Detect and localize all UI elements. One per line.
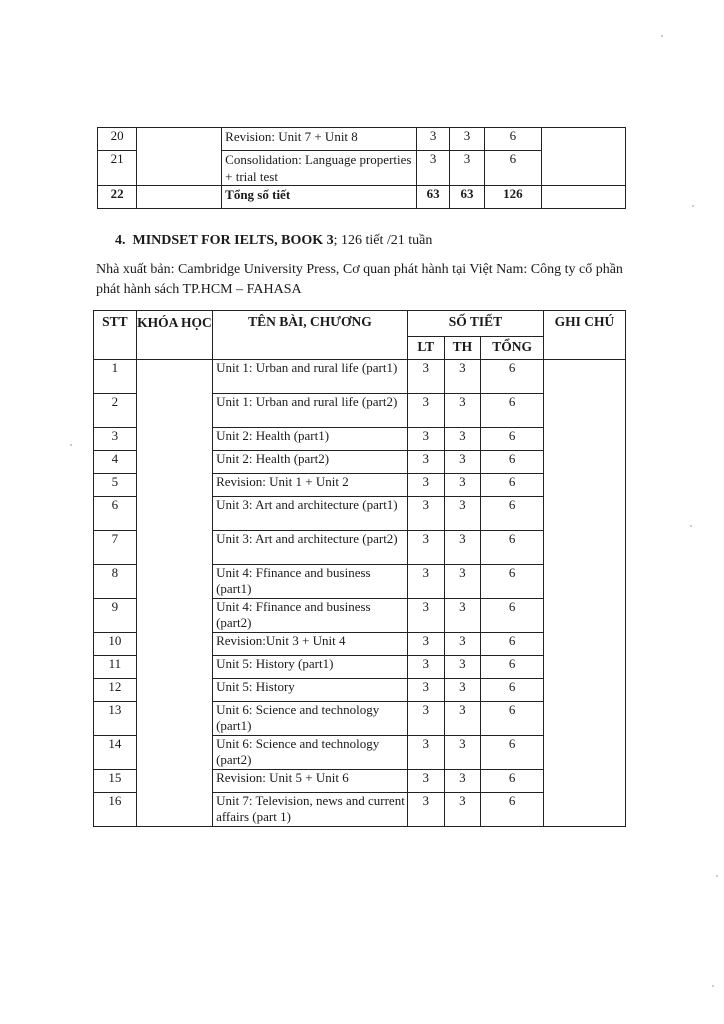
header-lt: LT — [407, 337, 444, 360]
lt-cell: 3 — [407, 360, 444, 394]
total-label-cell: Tổng số tiết — [222, 186, 417, 209]
tong-cell: 6 — [481, 451, 544, 474]
khoa-hoc-cell — [136, 360, 212, 827]
lesson-name-cell: Consolidation: Language properties + trial test — [222, 151, 417, 186]
scan-speck — [692, 205, 694, 207]
th-cell: 3 — [444, 793, 481, 827]
th-cell: 3 — [450, 128, 484, 151]
th-cell: 3 — [444, 702, 481, 736]
lt-cell: 3 — [417, 128, 450, 151]
tong-cell: 6 — [481, 565, 544, 599]
tong-cell: 6 — [481, 656, 544, 679]
th-cell: 3 — [444, 497, 481, 531]
section-number: 4. — [115, 233, 126, 248]
th-cell: 3 — [444, 736, 481, 770]
table-row — [98, 128, 626, 151]
lt-cell: 3 — [407, 599, 444, 633]
section-detail: ; 126 tiết /21 tuần — [333, 233, 433, 248]
stt-cell: 11 — [94, 656, 137, 679]
lt-cell: 3 — [407, 531, 444, 565]
tong-cell: 6 — [484, 128, 542, 151]
previous-course-table — [97, 127, 626, 209]
total-row — [98, 186, 626, 209]
scan-speck — [661, 35, 663, 37]
lt-cell: 3 — [407, 736, 444, 770]
th-cell: 3 — [444, 633, 481, 656]
header-tong: TỔNG — [481, 337, 544, 360]
lt-cell: 3 — [407, 474, 444, 497]
stt-cell: 5 — [94, 474, 137, 497]
lesson-name-cell: Revision: Unit 7 + Unit 8 — [222, 128, 417, 151]
table-row — [94, 360, 626, 394]
lesson-name-cell: Unit 3: Art and architecture (part1) — [213, 497, 408, 531]
scan-speck — [690, 525, 692, 527]
lt-cell: 3 — [417, 151, 450, 186]
ghi-chu-cell — [543, 360, 625, 827]
lesson-name-cell: Unit 1: Urban and rural life (part1) — [213, 360, 408, 394]
header-row — [94, 311, 626, 337]
header-stt: STT — [94, 311, 137, 360]
tong-cell: 6 — [481, 394, 544, 428]
stt-cell: 16 — [94, 793, 137, 827]
stt-cell: 10 — [94, 633, 137, 656]
header-so-tiet: SỐ TIẾT — [407, 311, 543, 337]
th-cell: 3 — [444, 474, 481, 497]
tong-cell: 6 — [481, 428, 544, 451]
lesson-name-cell: Revision: Unit 5 + Unit 6 — [213, 770, 408, 793]
tong-cell: 6 — [481, 474, 544, 497]
lesson-name-cell: Unit 1: Urban and rural life (part2) — [213, 394, 408, 428]
lesson-name-cell: Unit 4: Ffinance and business (part2) — [213, 599, 408, 633]
tong-cell: 6 — [481, 599, 544, 633]
th-cell: 3 — [444, 451, 481, 474]
tong-cell: 6 — [481, 497, 544, 531]
khoa-hoc-cell — [137, 128, 222, 186]
stt-cell: 4 — [94, 451, 137, 474]
th-cell: 3 — [444, 656, 481, 679]
lt-cell: 3 — [407, 451, 444, 474]
lt-cell: 3 — [407, 679, 444, 702]
stt-cell: 8 — [94, 565, 137, 599]
ghi-chu-cell — [542, 186, 626, 209]
tong-cell: 6 — [481, 736, 544, 770]
stt-cell: 1 — [94, 360, 137, 394]
th-cell: 3 — [444, 360, 481, 394]
stt-cell: 21 — [98, 151, 137, 186]
th-cell: 3 — [444, 770, 481, 793]
th-cell: 3 — [444, 679, 481, 702]
th-cell: 3 — [450, 151, 484, 186]
tong-cell: 6 — [484, 151, 542, 186]
lesson-name-cell: Unit 6: Science and technology (part1) — [213, 702, 408, 736]
header-khoa-hoc: KHÓA HỌC — [136, 311, 212, 360]
stt-cell: 6 — [94, 497, 137, 531]
lesson-name-cell: Unit 6: Science and technology (part2) — [213, 736, 408, 770]
stt-cell: 9 — [94, 599, 137, 633]
khoa-hoc-cell — [137, 186, 222, 209]
header-th: TH — [444, 337, 481, 360]
course-schedule-table — [93, 310, 626, 827]
stt-cell: 15 — [94, 770, 137, 793]
lesson-name-cell: Unit 3: Art and architecture (part2) — [213, 531, 408, 565]
lesson-name-cell: Unit 2: Health (part2) — [213, 451, 408, 474]
tong-total-cell: 126 — [484, 186, 542, 209]
tong-cell: 6 — [481, 770, 544, 793]
stt-cell: 2 — [94, 394, 137, 428]
header-ghi-chu: GHI CHÚ — [543, 311, 625, 360]
tong-cell: 6 — [481, 531, 544, 565]
stt-cell: 13 — [94, 702, 137, 736]
stt-cell: 3 — [94, 428, 137, 451]
lesson-name-cell: Revision: Unit 1 + Unit 2 — [213, 474, 408, 497]
tong-cell: 6 — [481, 679, 544, 702]
tong-cell: 6 — [481, 702, 544, 736]
header-ten-bai: TÊN BÀI, CHƯƠNG — [213, 311, 408, 360]
th-total-cell: 63 — [450, 186, 484, 209]
th-cell: 3 — [444, 599, 481, 633]
th-cell: 3 — [444, 428, 481, 451]
lesson-name-cell: Unit 5: History — [213, 679, 408, 702]
tong-cell: 6 — [481, 793, 544, 827]
th-cell: 3 — [444, 565, 481, 599]
th-cell: 3 — [444, 394, 481, 428]
section-title: MINDSET FOR IELTS, BOOK 3 — [132, 233, 334, 248]
lesson-name-cell: Unit 7: Television, news and current affairs (part 1) — [213, 793, 408, 827]
lt-cell: 3 — [407, 497, 444, 531]
lesson-name-cell: Unit 4: Ffinance and business (part1) — [213, 565, 408, 599]
lt-cell: 3 — [407, 565, 444, 599]
lt-cell: 3 — [407, 633, 444, 656]
ghi-chu-cell — [542, 128, 626, 186]
section-heading — [115, 233, 432, 249]
scan-speck — [716, 875, 718, 877]
scan-speck — [70, 444, 72, 446]
stt-cell: 7 — [94, 531, 137, 565]
stt-cell: 22 — [98, 186, 137, 209]
lt-cell: 3 — [407, 656, 444, 679]
lesson-name-cell: Unit 5: History (part1) — [213, 656, 408, 679]
stt-cell: 14 — [94, 736, 137, 770]
lt-total-cell: 63 — [417, 186, 450, 209]
tong-cell: 6 — [481, 633, 544, 656]
lt-cell: 3 — [407, 394, 444, 428]
stt-cell: 20 — [98, 128, 137, 151]
tong-cell: 6 — [481, 360, 544, 394]
lt-cell: 3 — [407, 770, 444, 793]
lt-cell: 3 — [407, 702, 444, 736]
publisher-info: Nhà xuất bản: Cambridge University Press, Cơ quan phát hành tại Việt Nam: Công ty cổ phần phát hành sách TP.HCM – FAHASA — [96, 262, 623, 297]
lt-cell: 3 — [407, 793, 444, 827]
lesson-name-cell: Revision:Unit 3 + Unit 4 — [213, 633, 408, 656]
scan-speck — [712, 985, 714, 987]
th-cell: 3 — [444, 531, 481, 565]
lt-cell: 3 — [407, 428, 444, 451]
lesson-name-cell: Unit 2: Health (part1) — [213, 428, 408, 451]
stt-cell: 12 — [94, 679, 137, 702]
